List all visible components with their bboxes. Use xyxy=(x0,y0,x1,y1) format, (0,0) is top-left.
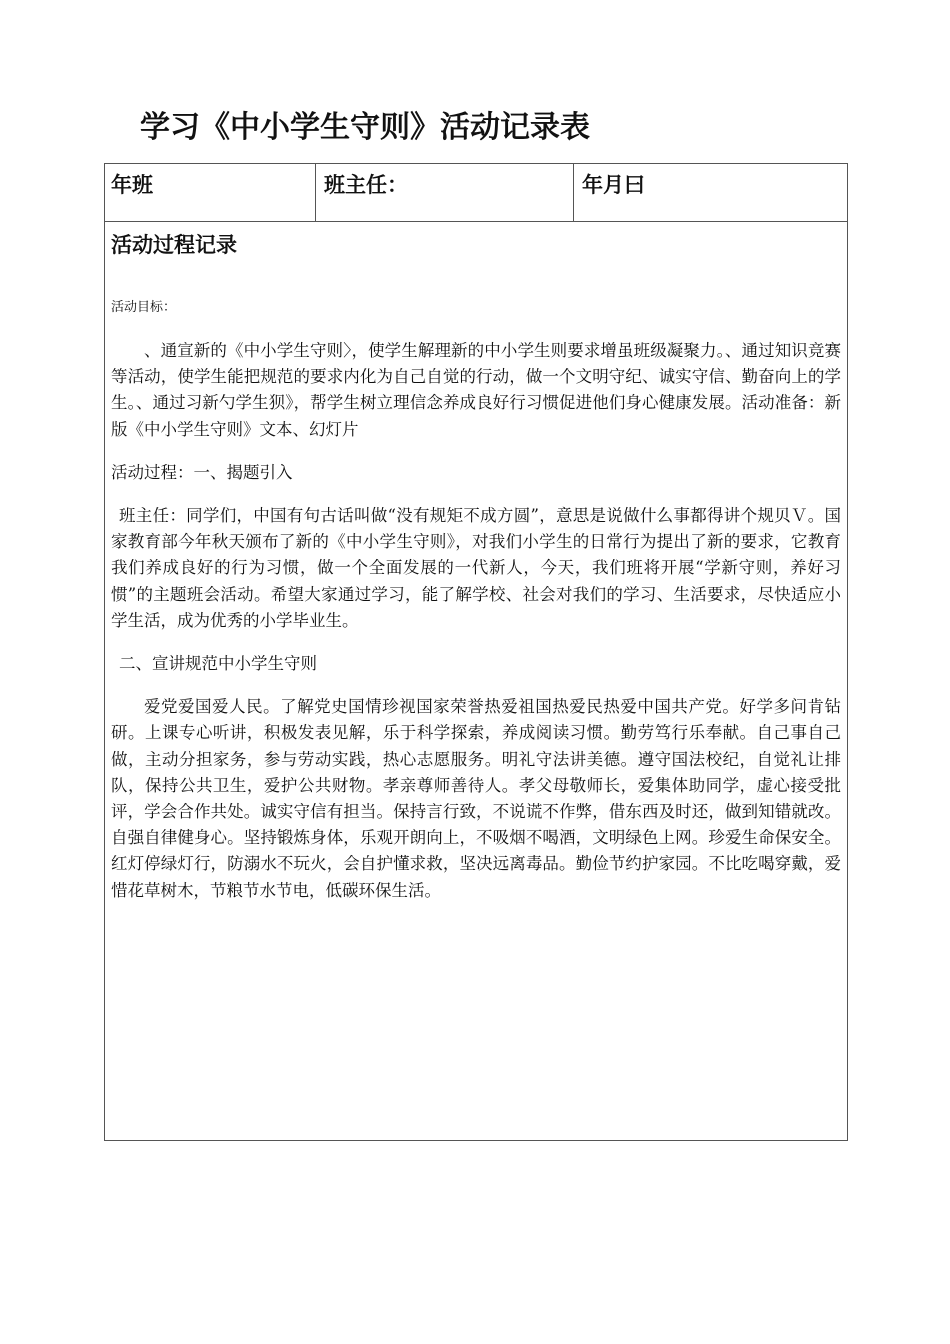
activity-record-body xyxy=(111,222,841,904)
process-label: 活动过程：一、揭题引入 xyxy=(111,462,293,482)
section2-label: 二、宣讲规范中小学生守则 xyxy=(119,654,317,674)
intro-paragraph: 班主任：同学们，中国有句古话叫做“没有规矩不成方圆”，意思是说做什么事都得讲个规贝Ｖ。国家教育部今年秋天颁布了新的《中小学生守则》，对我们小学生的日常行为提出了新的要求，它教育我们养成良好的行为习惯，做一个全面发展的一代新人，今天，我们班将开展“学新守则，养好习惯”的主题班会活动。希望大家通过学习，能了解学校、社会对我们的学习、生活要求，尽快适应小学生活，成为优秀的小学毕业生。 xyxy=(111,506,841,630)
goal-paragraph: 、通宣新的《中小学生守则〉，使学生解理新的中小学生则要求增虽班级凝聚力。、通过知识竞赛等活动，使学生能把规范的要求内化为自己自觉的行动，做一个文明守纪、诚实守信、勤奋向上的学生。、通过习新勺学生狈》，帮学生树立理信念养成良好行习惯促进他们身心健康发展。活动准备：新版《中小学生守则》文本、幻灯片 xyxy=(111,341,841,439)
teacher-cell: 班主任： xyxy=(316,164,574,221)
goal-label: 活动目标： xyxy=(111,300,177,315)
class-cell: 年班 xyxy=(105,164,316,221)
table-header-row xyxy=(105,164,847,222)
record-table xyxy=(104,163,848,1141)
date-cell: 年月曰 xyxy=(582,173,645,197)
document-title: 学习《中小学生守则》活动记录表 xyxy=(140,110,590,145)
rules-paragraph: 爱党爱国爱人民。了解党史国情珍视国家荣誉热爱祖国热爱民热爱中国共产党。好学多问肯钻研。上课专心听讲，积极发表见解，乐于科学探索，养成阅读习惯。勤劳笃行乐奉献。自己事自己做，主动分担家务，参与劳动实践，热心志愿服务。明礼守法讲美德。遵守国法校纪，自觉礼让排队，保持公共卫生，爱护公共财物。孝亲尊师善待人。孝父母敬师长，爱集体助同学，虚心接受批评，学会合作共处。诚实守信有担当。保持言行致，不说谎不作弊，借东西及时还，做到知错就改。自强自律健身心。坚持锻炼身体，乐观开朗向上，不吸烟不喝酒，文明绿色上网。珍爱生命保安全。红灯停绿灯行，防溺水不玩火，会自护懂求救，坚决远离毒品。勤俭节约护家园。不比吃喝穿戴，爱惜花草树木，节粮节水节电，低碳环保生活。 xyxy=(111,697,841,900)
section-title: 活动过程记录 xyxy=(111,233,237,257)
